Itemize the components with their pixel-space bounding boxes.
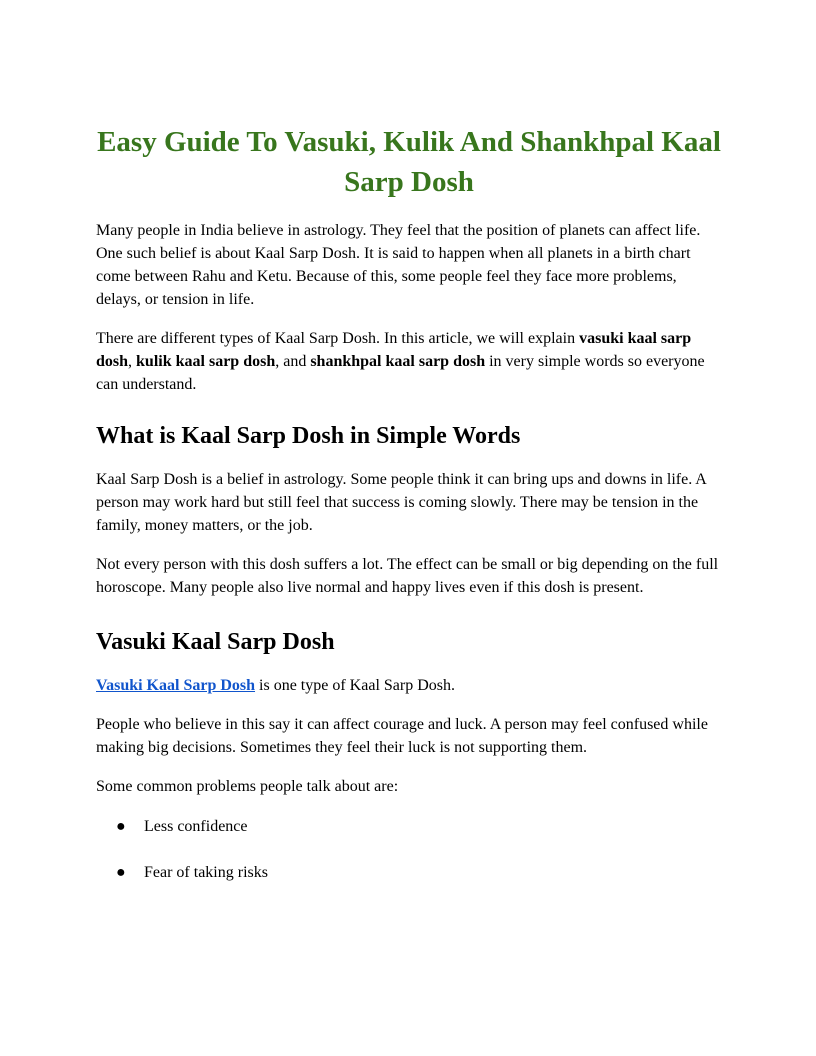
intro-sep-2: , and (275, 353, 311, 370)
intro-paragraph-1: Many people in India believe in astrology. They feel that the position of planets can affect life. One such belief is about Kaal Sarp Dosh. It is said to happen when all planets in a birth chart come between Rahu and Ketu. Because of this, some people feel they face more problems, delays, or tension in life. (96, 222, 701, 308)
list-item (96, 815, 722, 838)
keyword-shankhpal: shankhpal kaal sarp dosh (310, 353, 486, 370)
section-heading-what-is: What is Kaal Sarp Dosh in Simple Words (96, 423, 521, 449)
problems-list (96, 815, 722, 884)
section1-paragraph-2: Not every person with this dosh suffers a lot. The effect can be small or big depending on the full horoscope. Many people also live normal and happy lives even if this dosh is present. (96, 556, 719, 596)
vasuki-kaal-sarp-dosh-link[interactable]: Vasuki Kaal Sarp Dosh (96, 677, 256, 694)
section2-paragraph-1 (96, 674, 722, 697)
intro-paragraph-2-end: in very simple words so everyone can understand. (96, 353, 705, 393)
intro-paragraph-2 (96, 327, 722, 396)
bullet-dot-icon: ● (116, 818, 126, 835)
document-title: Easy Guide To Vasuki, Kulik And Shankhpal Kaal Sarp Dosh (97, 126, 721, 198)
list-item-text: Fear of taking risks (144, 864, 268, 881)
intro-paragraph-2-start: There are different types of Kaal Sarp Dosh. In this article, we will explain (96, 330, 580, 347)
keyword-kulik: kulik kaal sarp dosh (136, 353, 276, 370)
section-heading-vasuki: Vasuki Kaal Sarp Dosh (96, 629, 335, 655)
bullet-dot-icon: ● (116, 864, 126, 881)
list-item-text: Less confidence (144, 818, 248, 835)
section2-paragraph-1-rest: is one type of Kaal Sarp Dosh. (255, 677, 455, 694)
keyword-vasuki: vasuki kaal sarp dosh (96, 330, 692, 370)
intro-sep-1: , (128, 353, 137, 370)
list-item (96, 861, 722, 884)
section2-paragraph-3: Some common problems people talk about are: (96, 778, 399, 795)
section2-paragraph-2: People who believe in this say it can affect courage and luck. A person may feel confused while making big decisions. Sometimes they feel their luck is not supporting them. (96, 716, 708, 756)
document-page (96, 122, 722, 884)
section1-paragraph-1: Kaal Sarp Dosh is a belief in astrology. Some people think it can bring ups and downs in life. A person may work hard but still feel that success is coming slowly. There may be tension in the family, money matters, or the job. (96, 471, 706, 534)
